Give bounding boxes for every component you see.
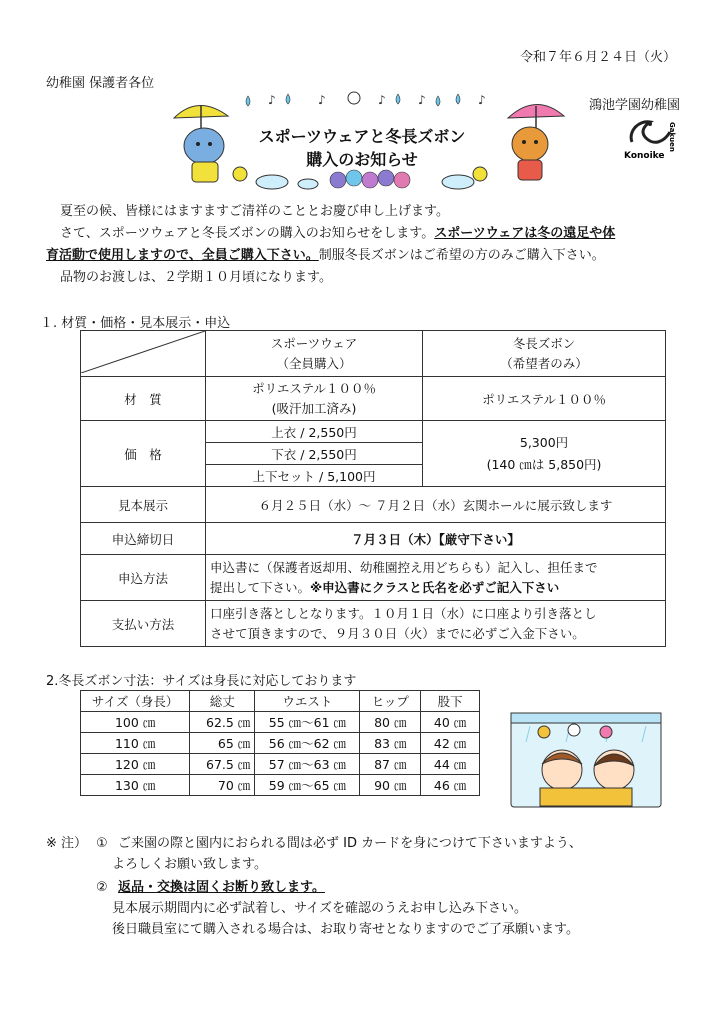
intro-line1: 夏至の候、皆様にはますますご清祥のこととお慶び申し上げます。 bbox=[60, 204, 449, 219]
kids-window-illustration bbox=[510, 712, 662, 808]
waist-cell: 59 ㎝～65 ㎝ bbox=[255, 775, 360, 796]
school-name: 鴻池学園幼稚園 bbox=[588, 98, 680, 113]
inseam-cell: 44 ㎝ bbox=[421, 754, 480, 775]
col-header-sports bbox=[206, 331, 423, 377]
size-cell: 100 ㎝ bbox=[81, 712, 190, 733]
table-row bbox=[81, 775, 480, 796]
intro-line2-a: さて、スポーツウェアと冬長ズボンの購入のお知らせをします。 bbox=[60, 226, 435, 241]
svg-text:♪: ♪ bbox=[378, 93, 386, 107]
row-label-material: 材 質 bbox=[81, 377, 206, 421]
intro-line3-a: 育活動で使用しますので、全員ご購入下さい。 bbox=[46, 248, 319, 263]
col-sports-sub: （全員購入） bbox=[276, 355, 352, 371]
row-label-price: 価 格 bbox=[81, 421, 206, 487]
svg-text:♪: ♪ bbox=[478, 93, 486, 107]
price-set: 上下セット / 5,100円 bbox=[206, 465, 423, 487]
hip-cell: 90 ㎝ bbox=[360, 775, 421, 796]
row-label-payment: 支払い方法 bbox=[81, 601, 206, 647]
col-pants-sub: （希望者のみ） bbox=[500, 355, 588, 371]
purchase-info-table bbox=[80, 330, 666, 647]
size-header-4: 股下 bbox=[421, 691, 480, 712]
row-label-sample: 見本展示 bbox=[81, 487, 206, 523]
notes-prefix: ※ 注） bbox=[46, 836, 88, 851]
payment-line2: させて頂きますので、９月３０日（火）までに必ずご入金下さい。 bbox=[210, 625, 585, 641]
note2-line2: 後日職員室にて購入される場合は、お取り寄せとなりますのでご了承願います。 bbox=[112, 922, 579, 937]
table-row bbox=[81, 733, 480, 754]
svg-text:♪: ♪ bbox=[318, 93, 326, 107]
note2-line1: 見本展示期間内に必ず試着し、サイズを確認のうえお申し込み下さい。 bbox=[112, 901, 527, 916]
size-table bbox=[80, 690, 480, 796]
svg-text:Gakuen: Gakuen bbox=[668, 122, 676, 152]
section1-heading: １. 材質・価格・見本展示・申込 bbox=[40, 316, 231, 331]
waist-cell: 55 ㎝～61 ㎝ bbox=[255, 712, 360, 733]
hip-cell: 87 ㎝ bbox=[360, 754, 421, 775]
note1-line2: よろしくお願い致します。 bbox=[112, 857, 267, 872]
table-row bbox=[81, 754, 480, 775]
waist-cell: 56 ㎝～62 ㎝ bbox=[255, 733, 360, 754]
section2-heading: 2.冬長ズボン寸法：サイズは身長に対応しております bbox=[46, 674, 357, 689]
size-header-0: サイズ（身長） bbox=[81, 691, 190, 712]
hip-cell: 83 ㎝ bbox=[360, 733, 421, 754]
intro-line2-b: スポーツウェアは冬の遠足や体 bbox=[434, 226, 616, 241]
material-sports-sub: (吸汗加工済み) bbox=[271, 400, 357, 416]
row-label-deadline: 申込締切日 bbox=[81, 523, 206, 555]
method-line2 bbox=[210, 578, 661, 598]
row-label-method: 申込方法 bbox=[81, 555, 206, 601]
payment-line1: 口座引き落としとなります。１０月１日（水）に口座より引き落とし bbox=[210, 605, 597, 621]
inseam-cell: 42 ㎝ bbox=[421, 733, 480, 754]
table-row bbox=[81, 712, 480, 733]
payment-value bbox=[206, 601, 666, 647]
length-cell: 67.5 ㎝ bbox=[190, 754, 255, 775]
notice-title-line2: 購入のお知らせ bbox=[306, 150, 418, 169]
intro-line2 bbox=[46, 223, 686, 245]
col-header-pants bbox=[423, 331, 666, 377]
document-date: 令和７年６月２４日（火） bbox=[519, 50, 676, 65]
diagonal-header-cell bbox=[81, 331, 206, 377]
size-cell: 120 ㎝ bbox=[81, 754, 190, 775]
inseam-cell: 40 ㎝ bbox=[421, 712, 480, 733]
material-sports-value: ポリエステル１００％ bbox=[252, 380, 376, 396]
method-value bbox=[206, 555, 666, 601]
note2-number: ② bbox=[96, 880, 108, 895]
price-pants-sub: (140 ㎝は 5,850円) bbox=[486, 456, 602, 472]
note2-heading: 返品・交換は固くお断り致します。 bbox=[118, 880, 325, 895]
size-cell: 130 ㎝ bbox=[81, 775, 190, 796]
length-cell: 62.5 ㎝ bbox=[190, 712, 255, 733]
sample-value: ６月２５日（水）～ ７月２日（水）玄関ホールに展示致します bbox=[206, 487, 666, 523]
svg-text:Konoike: Konoike bbox=[624, 151, 665, 161]
addressee: 幼稚園 保護者各位 bbox=[46, 76, 155, 91]
note1-number: ① bbox=[96, 836, 108, 851]
intro-line4: 品物のお渡しは、２学期１０月頃になります。 bbox=[60, 270, 332, 285]
price-pants-value: 5,300円 bbox=[519, 434, 569, 450]
waist-cell: 57 ㎝～63 ㎝ bbox=[255, 754, 360, 775]
diagonal-line bbox=[81, 331, 205, 373]
price-top: 上衣 / 2,550円 bbox=[206, 421, 423, 443]
material-pants: ポリエステル１００％ bbox=[423, 377, 666, 421]
length-cell: 65 ㎝ bbox=[190, 733, 255, 754]
notice-title-line1: スポーツウェアと冬長ズボン bbox=[258, 127, 466, 146]
intro-line3-b: 制服冬長ズボンはご希望の方のみご購入下さい。 bbox=[318, 248, 605, 263]
hip-cell: 80 ㎝ bbox=[360, 712, 421, 733]
length-cell: 70 ㎝ bbox=[190, 775, 255, 796]
size-header-2: ウエスト bbox=[255, 691, 360, 712]
svg-text:♪: ♪ bbox=[418, 93, 426, 107]
svg-text:♪: ♪ bbox=[268, 93, 276, 107]
inseam-cell: 46 ㎝ bbox=[421, 775, 480, 796]
price-bottom: 下衣 / 2,550円 bbox=[206, 443, 423, 465]
material-sports bbox=[206, 377, 423, 421]
size-cell: 110 ㎝ bbox=[81, 733, 190, 754]
col-sports-label: スポーツウェア bbox=[270, 335, 358, 351]
intro-line3 bbox=[46, 245, 686, 267]
method-line2-b: ※申込書にクラスと氏名を必ずご記入下さい bbox=[310, 579, 560, 595]
col-pants-label: 冬長ズボン bbox=[512, 335, 576, 351]
price-pants bbox=[423, 421, 666, 487]
method-line1: 申込書に（保護者返却用、幼稚園控え用どちらも）記入し、担任まで bbox=[210, 559, 598, 575]
note1-line1: ご来園の際と園内におられる間は必ず ID カードを身につけて下さいますよう、 bbox=[118, 836, 582, 851]
deadline-value: ７月３日（木）【厳守下さい】 bbox=[206, 523, 666, 555]
size-header-3: ヒップ bbox=[360, 691, 421, 712]
size-header-1: 総丈 bbox=[190, 691, 255, 712]
method-line2-a: 提出して下さい。 bbox=[210, 579, 311, 595]
